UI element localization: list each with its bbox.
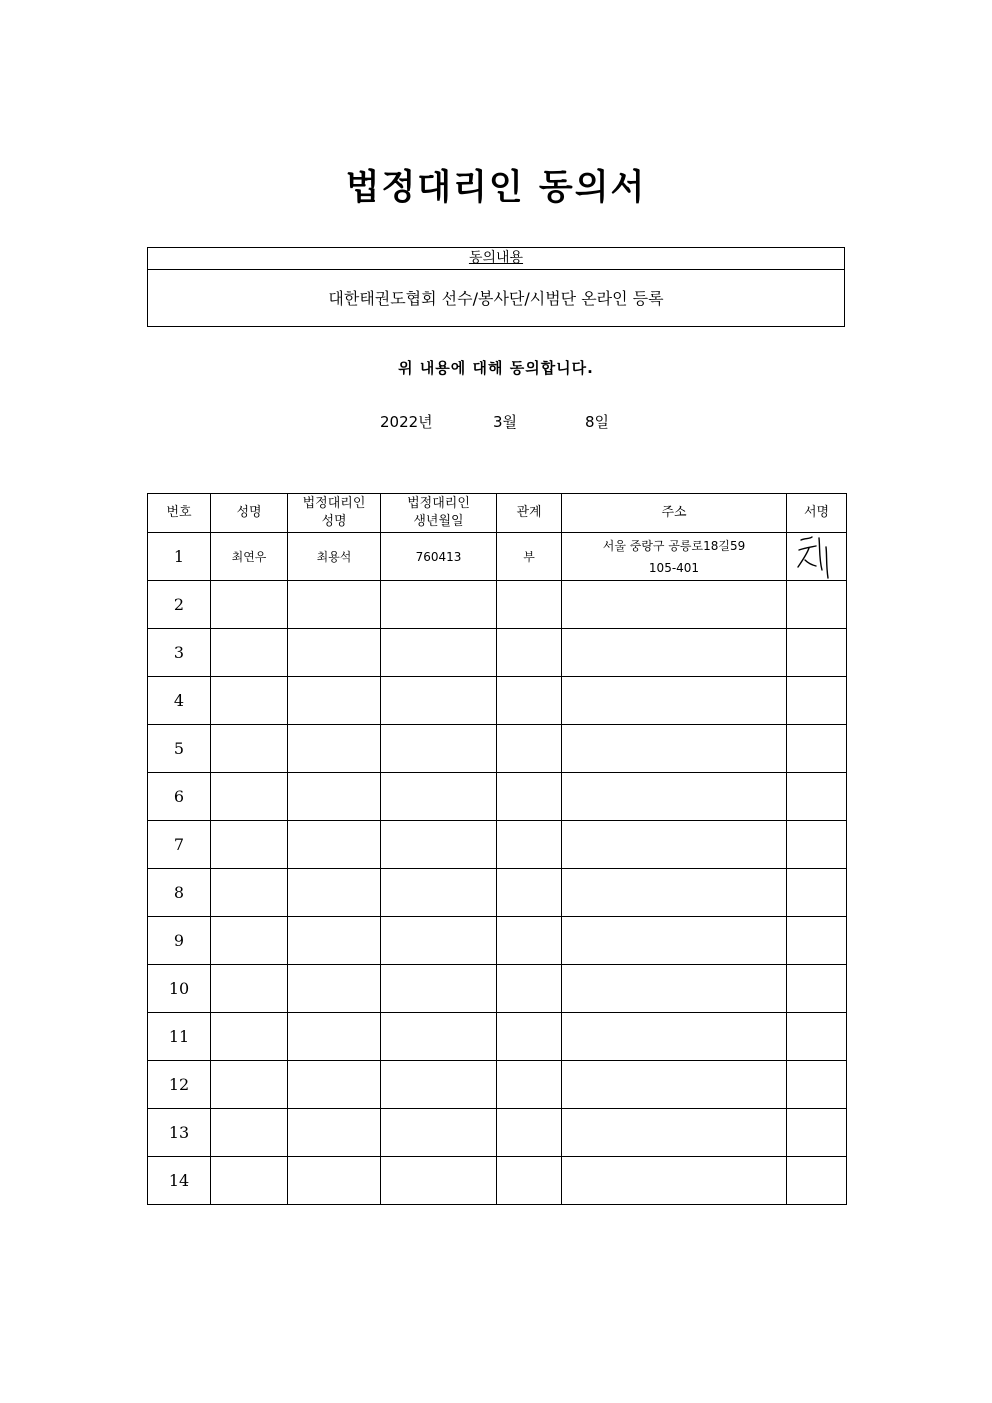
row-guardian-birth — [381, 773, 497, 821]
table-row — [148, 965, 847, 1013]
row-address — [562, 581, 787, 629]
row-address — [562, 533, 787, 581]
header-guardian-birth — [381, 494, 497, 533]
row-name: 최연우 — [211, 533, 288, 581]
row-guardian-birth — [381, 917, 497, 965]
row-address — [562, 1157, 787, 1205]
row-relation — [497, 1061, 562, 1109]
table-row — [148, 581, 847, 629]
row-name — [211, 965, 288, 1013]
row-name — [211, 725, 288, 773]
row-name — [211, 629, 288, 677]
row-address — [562, 1013, 787, 1061]
table-header-row — [148, 494, 847, 533]
table-row — [148, 773, 847, 821]
row-name — [211, 821, 288, 869]
row-name — [211, 581, 288, 629]
row-guardian-birth — [381, 1061, 497, 1109]
row-signature — [787, 1061, 847, 1109]
row-relation — [497, 965, 562, 1013]
row-signature — [787, 1109, 847, 1157]
table-row — [148, 1013, 847, 1061]
row-guardian-name — [288, 629, 381, 677]
row-signature — [787, 869, 847, 917]
row-address — [562, 917, 787, 965]
consent-content: 대한태권도협회 선수/봉사단/시범단 온라인 등록 — [328, 289, 664, 308]
row-relation — [497, 773, 562, 821]
row-relation — [497, 869, 562, 917]
consent-header — [148, 248, 844, 270]
registration-table — [147, 493, 847, 1205]
row-relation — [497, 677, 562, 725]
row-name — [211, 1013, 288, 1061]
row-no: 5 — [148, 725, 211, 773]
row-guardian-name — [288, 1061, 381, 1109]
row-no: 10 — [148, 965, 211, 1013]
row-no: 3 — [148, 629, 211, 677]
row-guardian-birth — [381, 677, 497, 725]
header-guardian-birth-line2: 생년월일 — [413, 514, 464, 529]
row-address — [562, 821, 787, 869]
row-no: 9 — [148, 917, 211, 965]
row-name — [211, 677, 288, 725]
row-guardian-birth — [381, 965, 497, 1013]
header-name: 성명 — [211, 494, 288, 533]
row-guardian-name — [288, 1109, 381, 1157]
row-guardian-birth — [381, 869, 497, 917]
row-signature — [787, 533, 847, 581]
row-guardian-name — [288, 965, 381, 1013]
row-guardian-name — [288, 581, 381, 629]
header-no: 번호 — [148, 494, 211, 533]
row-guardian-birth — [381, 629, 497, 677]
row-signature — [787, 1013, 847, 1061]
row-signature — [787, 725, 847, 773]
row-guardian-name — [288, 821, 381, 869]
row-signature — [787, 917, 847, 965]
row-signature — [787, 1157, 847, 1205]
row-name — [211, 1061, 288, 1109]
row-guardian-name — [288, 869, 381, 917]
row-address — [562, 1109, 787, 1157]
agreement-statement: 위 내용에 대해 동의합니다. — [398, 359, 594, 377]
row-no: 14 — [148, 1157, 211, 1205]
row-name — [211, 1109, 288, 1157]
row-guardian-name: 최용석 — [288, 533, 381, 581]
row-relation: 부 — [497, 533, 562, 581]
row-no: 1 — [148, 533, 211, 581]
row-signature — [787, 581, 847, 629]
row-relation — [497, 1013, 562, 1061]
row-signature — [787, 773, 847, 821]
header-address: 주소 — [562, 494, 787, 533]
row-address — [562, 725, 787, 773]
header-guardian-name — [288, 494, 381, 533]
row-name — [211, 773, 288, 821]
row-address — [562, 965, 787, 1013]
row-guardian-birth — [381, 725, 497, 773]
header-guardian-name-line1: 법정대리인 — [302, 496, 366, 511]
row-no: 8 — [148, 869, 211, 917]
handwritten-signature — [795, 534, 839, 580]
header-signature: 서명 — [787, 494, 847, 533]
table-row — [148, 677, 847, 725]
row-signature — [787, 677, 847, 725]
date-day: 8일 — [585, 413, 610, 431]
row-guardian-name — [288, 917, 381, 965]
row-no: 12 — [148, 1061, 211, 1109]
document-title: 법정대리인 동의서 — [345, 168, 647, 208]
row-guardian-name — [288, 1157, 381, 1205]
header-relation: 관계 — [497, 494, 562, 533]
row-relation — [497, 1157, 562, 1205]
table-row — [148, 725, 847, 773]
consent-header-label: 동의내용 — [468, 250, 524, 266]
row-no: 13 — [148, 1109, 211, 1157]
row-relation — [497, 1109, 562, 1157]
row-address — [562, 629, 787, 677]
row-address — [562, 773, 787, 821]
row-guardian-name — [288, 725, 381, 773]
table-row — [148, 1157, 847, 1205]
row-guardian-birth — [381, 1109, 497, 1157]
row-signature — [787, 965, 847, 1013]
row-address — [562, 1061, 787, 1109]
table-row — [148, 1061, 847, 1109]
row-no: 4 — [148, 677, 211, 725]
row-guardian-name — [288, 773, 381, 821]
row-relation — [497, 629, 562, 677]
row-no: 7 — [148, 821, 211, 869]
row-guardian-birth: 760413 — [381, 533, 497, 581]
table-row — [148, 533, 847, 581]
row-address-line2: 105-401 — [648, 560, 700, 575]
row-name — [211, 917, 288, 965]
row-guardian-birth — [381, 821, 497, 869]
consent-box — [147, 247, 845, 327]
table-row — [148, 917, 847, 965]
row-address — [562, 677, 787, 725]
row-relation — [497, 917, 562, 965]
table-row — [148, 629, 847, 677]
row-signature — [787, 821, 847, 869]
row-guardian-birth — [381, 1157, 497, 1205]
row-name — [211, 869, 288, 917]
row-relation — [497, 821, 562, 869]
row-guardian-birth — [381, 581, 497, 629]
row-relation — [497, 725, 562, 773]
row-address-line1: 서울 중랑구 공릉로18길59 — [602, 538, 746, 553]
header-guardian-birth-line1: 법정대리인 — [407, 496, 470, 511]
date-year: 2022년 — [380, 413, 433, 431]
row-name — [211, 1157, 288, 1205]
row-address — [562, 869, 787, 917]
table-row — [148, 869, 847, 917]
row-relation — [497, 581, 562, 629]
row-signature — [787, 629, 847, 677]
header-guardian-name-line2: 성명 — [321, 514, 347, 529]
table-row — [148, 821, 847, 869]
row-no: 2 — [148, 581, 211, 629]
row-guardian-birth — [381, 1013, 497, 1061]
row-no: 11 — [148, 1013, 211, 1061]
date-month: 3월 — [493, 413, 518, 431]
row-guardian-name — [288, 677, 381, 725]
row-no: 6 — [148, 773, 211, 821]
row-guardian-name — [288, 1013, 381, 1061]
table-row — [148, 1109, 847, 1157]
